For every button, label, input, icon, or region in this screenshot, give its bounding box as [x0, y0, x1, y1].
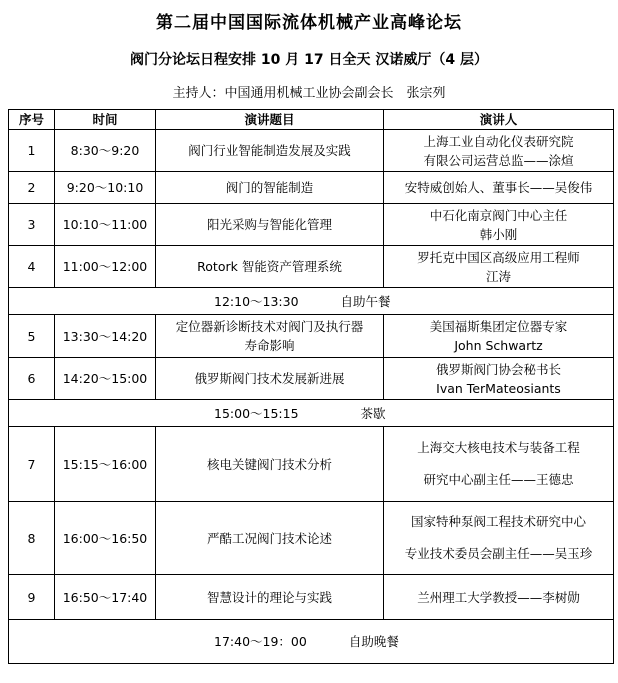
row-time: 13:30～14:20	[55, 315, 156, 358]
topic-line: 严酷工况阀门技术论述	[206, 530, 332, 546]
speaker-line: 有限公司运营总监——涂煊	[423, 152, 574, 168]
topic-line: 智慧设计的理论与实践	[206, 589, 332, 605]
row-no: 8	[9, 502, 55, 575]
speaker-line: 上海工业自动化仪表研究院	[423, 133, 574, 149]
row-topic	[156, 246, 384, 288]
row-no: 7	[9, 427, 55, 502]
table-row	[9, 358, 614, 400]
row-no: 5	[9, 315, 55, 358]
table-header-row	[9, 110, 614, 130]
break-time: 17:40～19：00	[214, 634, 307, 649]
break-label: 茶歇	[360, 405, 386, 421]
speaker-line: 专业技术委员会副主任——吴玉珍	[404, 546, 593, 561]
row-topic	[156, 172, 384, 204]
break-row	[9, 288, 614, 315]
break-row	[9, 620, 614, 664]
row-time: 15:15～16:00	[55, 427, 156, 502]
row-speaker	[384, 130, 614, 172]
speaker-line: 俄罗斯阀门协会秘书长	[435, 361, 561, 377]
topic-line: 阀门的智能制造	[225, 180, 314, 195]
column-header-time: 时间	[55, 110, 156, 130]
table-row	[9, 502, 614, 575]
column-header-no: 序号	[9, 110, 55, 130]
break-time: 12:10～13:30	[214, 293, 299, 309]
table-row	[9, 172, 614, 204]
speaker-line: 中石化南京阀门中心主任	[429, 207, 568, 223]
page-subtitle: 阀门分论坛日程安排 10 月 17 日全天 汉诺威厅（4 层）	[130, 52, 488, 68]
row-speaker	[384, 427, 614, 502]
topic-line: 阀门行业智能制造发展及实践	[188, 143, 351, 158]
break-cell	[9, 620, 614, 664]
page-title: 第二届中国国际流体机械产业高峰论坛	[156, 13, 462, 33]
speaker-line: 国家特种泵阀工程技术研究中心	[410, 514, 586, 529]
topic-line: 定位器新诊断技术对阀门及执行器	[175, 319, 364, 334]
row-topic	[156, 204, 384, 246]
table-row	[9, 130, 614, 172]
table-row	[9, 575, 614, 620]
row-topic	[156, 427, 384, 502]
speaker-line: 江涛	[485, 268, 511, 284]
topic-line: 阳光采购与智能化管理	[206, 217, 332, 232]
speaker-line: 韩小刚	[479, 226, 518, 242]
row-time: 8:30～9:20	[55, 130, 156, 172]
speaker-line: 美国福斯集团定位器专家	[429, 319, 568, 334]
row-no: 6	[9, 358, 55, 400]
speaker-line: Ivan TerMateosiants	[436, 380, 561, 396]
table-row	[9, 246, 614, 288]
column-header-topic: 演讲题目	[156, 110, 384, 130]
schedule-table	[8, 109, 614, 664]
row-no: 2	[9, 172, 55, 204]
column-header-speaker: 演讲人	[384, 110, 614, 130]
topic-line: 寿命影响	[244, 338, 295, 353]
break-time: 15:00～15:15	[214, 405, 299, 421]
topic-line: Rotork 智能资产管理系统	[197, 259, 342, 274]
host-line: 主持人：中国通用机械工业协会副会长 张宗列	[172, 86, 446, 101]
break-cell	[9, 288, 614, 315]
row-topic	[156, 130, 384, 172]
row-time: 10:10～11:00	[55, 204, 156, 246]
row-topic	[156, 502, 384, 575]
row-speaker	[384, 204, 614, 246]
speaker-line: 研究中心副主任——王德忠	[423, 472, 574, 487]
row-time: 14:20～15:00	[55, 358, 156, 400]
break-cell	[9, 400, 614, 427]
break-label: 自助午餐	[340, 293, 391, 309]
row-speaker	[384, 315, 614, 358]
row-no: 3	[9, 204, 55, 246]
table-row	[9, 204, 614, 246]
row-topic	[156, 575, 384, 620]
row-no: 4	[9, 246, 55, 288]
break-label: 自助晚餐	[348, 634, 399, 649]
row-time: 16:50～17:40	[55, 575, 156, 620]
topic-line: 核电关键阀门技术分析	[206, 456, 332, 472]
break-row	[9, 400, 614, 427]
row-speaker	[384, 575, 614, 620]
topic-line: 俄罗斯阀门技术发展新进展	[194, 371, 345, 386]
row-speaker	[384, 172, 614, 204]
row-topic	[156, 315, 384, 358]
row-no: 9	[9, 575, 55, 620]
table-row	[9, 315, 614, 358]
row-speaker	[384, 246, 614, 288]
speaker-line: John Schwartz	[454, 338, 543, 353]
table-row	[9, 427, 614, 502]
row-speaker	[384, 502, 614, 575]
row-speaker	[384, 358, 614, 400]
row-time: 11:00～12:00	[55, 246, 156, 288]
speaker-line: 上海交大核电技术与装备工程	[417, 440, 580, 455]
row-time: 9:20～10:10	[55, 172, 156, 204]
speaker-line: 兰州理工大学教授——李树勋	[417, 589, 580, 605]
row-topic	[156, 358, 384, 400]
row-no: 1	[9, 130, 55, 172]
row-time: 16:00～16:50	[55, 502, 156, 575]
speaker-line: 罗托克中国区高级应用工程师	[417, 249, 580, 265]
speaker-line: 安特威创始人、董事长——吴俊伟	[404, 180, 593, 195]
